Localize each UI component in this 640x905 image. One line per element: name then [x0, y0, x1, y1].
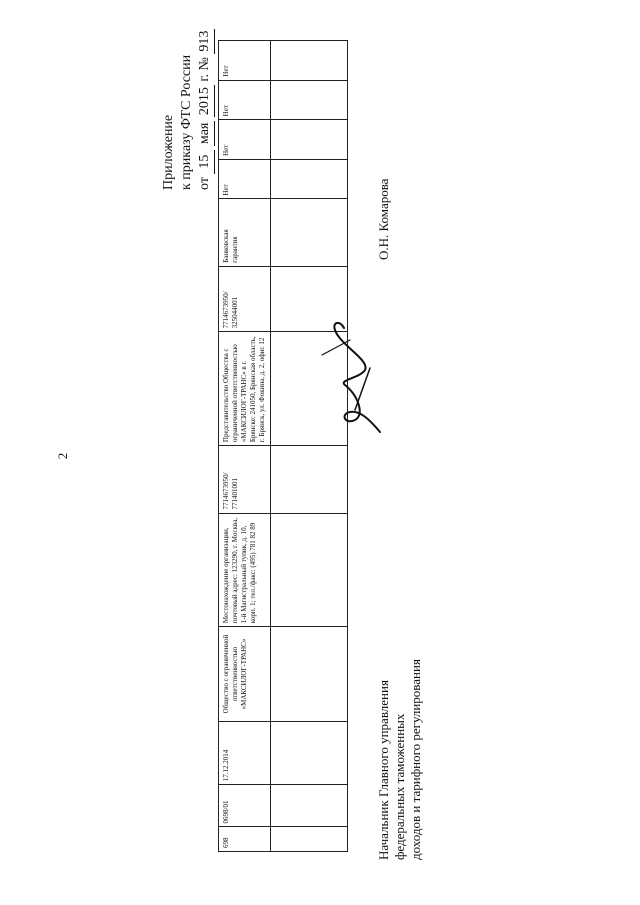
blank-cell [271, 785, 348, 827]
date-day: 15 [196, 150, 215, 174]
blank-cell [271, 513, 348, 627]
blank-cell [271, 80, 348, 120]
appendix-date-line [196, 30, 215, 190]
cell-org-name: Общество с ограниченной ответственностью «МАКСИЛОГ-ТРАНС» [219, 627, 271, 722]
document-sheet [160, 30, 640, 900]
cell-code: 0698/01 [219, 785, 271, 827]
appendix-header [160, 30, 215, 190]
appendix-title: Приложение [161, 114, 176, 190]
blank-cell [271, 627, 348, 722]
page-number: 2 [55, 452, 70, 460]
cell-date: 17.12.2014 [219, 721, 271, 784]
blank-cell [271, 446, 348, 513]
cell-address: Местонахождение организации, почтовый адрес: 123290, г. Москва, 1-й Магистральный тупик, д. 10, корп. 1; тел./факс: (495) 781 82 89 [219, 513, 271, 627]
cell-num: 698 [219, 827, 271, 852]
cell-branch-inn: 7714673950/ 325044001 [219, 266, 271, 332]
cell-flag-4: Нет [219, 41, 271, 81]
cell-inn: 7714673950/ 771401001 [219, 446, 271, 513]
signatory-title-line: федеральных таможенных [392, 713, 407, 860]
number-prefix: № [197, 57, 212, 71]
registry-table [218, 40, 348, 852]
handwritten-signature [310, 310, 400, 440]
cell-flag-1: Нет [219, 159, 271, 199]
cell-flag-3: Нет [219, 80, 271, 120]
cell-guarantee: Банковская гарантия [219, 199, 271, 266]
cell-branch: Представительство Общества с ограниченной ответственностью «МАКСИЛОГ-ТРАНС» в г. Брянске: 241050, Брянская область, г. Брянск, ул. Фокина, д. 2, офис 12 [219, 332, 271, 446]
appendix-order-ref: к приказу ФТС России [179, 54, 194, 190]
blank-cell [271, 41, 348, 81]
signatory-title-line: доходов и тарифного регулирования [408, 659, 423, 860]
date-prefix: от [197, 177, 212, 190]
date-suffix: г. [197, 73, 212, 82]
blank-cell [271, 159, 348, 199]
table-row [219, 41, 271, 852]
date-year: 2015 [196, 85, 215, 117]
signer-name: О.Н. Комарова [376, 178, 391, 260]
blank-cell [271, 827, 348, 852]
rotated-content [160, 30, 630, 860]
table-row-blank [271, 41, 348, 852]
order-number: 913 [196, 29, 215, 54]
blank-cell [271, 120, 348, 160]
signatory-title [376, 600, 424, 860]
date-month: мая [196, 121, 215, 146]
blank-cell [271, 721, 348, 784]
blank-cell [271, 199, 348, 266]
signatory-title-line: Начальник Главного управления [376, 680, 391, 860]
cell-flag-2: Нет [219, 120, 271, 160]
